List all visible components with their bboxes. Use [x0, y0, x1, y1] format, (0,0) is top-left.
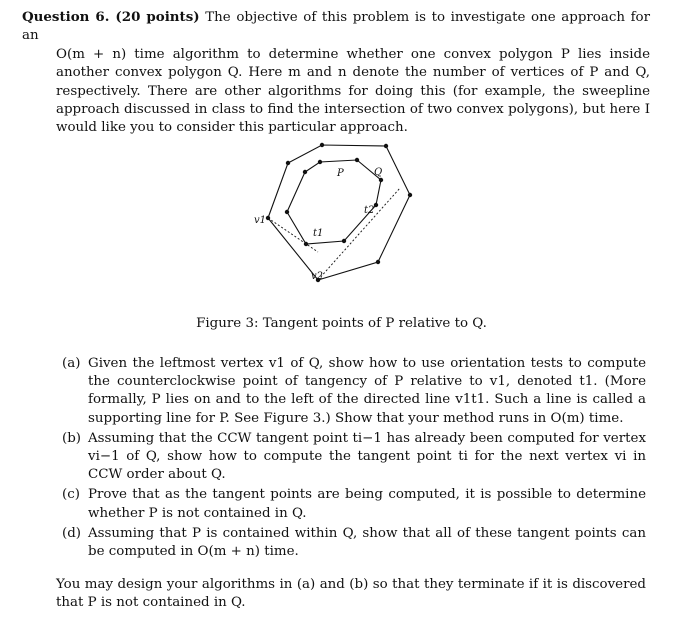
part-b [62, 430, 646, 485]
part-text: Given the leftmost vertex v1 of Q, show how to use orientation tests to compute the counterclockwise point of tangency of P relative to v1, denoted t1. (More formally, P lies on and to the left of the directed line v1t1. Such a line is called a supporting line for P. See Figure 3.) Show that your method runs in O(m) time. [88, 356, 646, 426]
p-vertex [355, 158, 359, 162]
question-heading: Question 6. (20 points) [22, 9, 200, 25]
p-vertex [374, 203, 378, 207]
p-vertex [318, 160, 322, 164]
p-vertex [379, 178, 383, 182]
question-intro-rest: O(m + n) time algorithm to determine whether one convex polygon P lies inside another convex polygon Q. Here m and n denote the number of vertices of P and Q, respectively. There are other algorithms for doing this (for example, the sweepline approach discussed in class to find the intersection of two convex polygons), but here I would like you to consider this particular approach. [56, 46, 650, 136]
q-vertex [376, 260, 380, 264]
label-p: P [337, 168, 344, 179]
p-vertex [285, 210, 289, 214]
label-v2: v2 [311, 271, 324, 282]
polygon-q [268, 145, 410, 280]
part-d [62, 525, 646, 561]
q-vertex [286, 161, 290, 165]
question-intro-line1: The objective of this problem is to investigate one approach for an [22, 10, 651, 44]
label-t1: t1 [313, 228, 324, 239]
part-label: (b) [62, 430, 82, 446]
part-label: (a) [62, 356, 81, 371]
p-vertex [303, 170, 307, 174]
label-t2: t2 [364, 205, 375, 216]
part-text: Assuming that the CCW tangent point ti−1 has already been computed for vertex vi−1 of Q, show how to compute the tangent point ti for the next vertex vi in CCW order about Q. [88, 430, 646, 483]
question-parts [62, 355, 646, 563]
q-vertex [320, 143, 324, 147]
supporting-line-v2 [318, 188, 400, 280]
part-label: (c) [62, 487, 80, 503]
part-text: Prove that as the tangent points are being computed, it is possible to determine whether P is not contained in Q. [88, 487, 646, 521]
part-a [62, 355, 646, 428]
figure-caption: Figure 3: Tangent points of P relative to Q. [196, 316, 487, 331]
label-v1: v1 [254, 215, 267, 226]
part-text: Assuming that P is contained within Q, show that all of these tangent points can be computed in O(m + n) time. [88, 525, 646, 560]
closing-paragraph: You may design your algorithms in (a) and (b) so that they terminate if it is discovered that P is not contained in Q. [56, 577, 646, 611]
p-vertex [304, 242, 308, 246]
part-label: (d) [62, 525, 82, 541]
p-vertex [342, 239, 346, 243]
q-vertex [408, 193, 412, 197]
polygon-p [287, 160, 381, 244]
part-c [62, 486, 646, 522]
label-q: Q [374, 167, 383, 178]
q-vertex [384, 144, 388, 148]
